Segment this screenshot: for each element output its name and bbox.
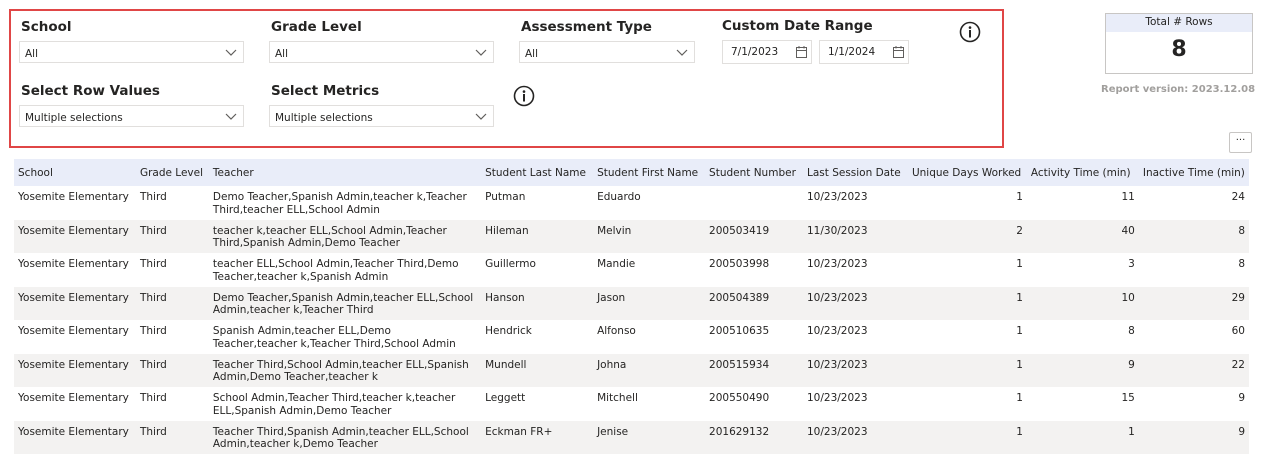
- table-cell: Demo Teacher,Spanish Admin,teacher k,Teacher Third,teacher ELL,School Admin: [212, 191, 467, 216]
- info-icon[interactable]: [959, 21, 981, 43]
- table-cell: Johna: [597, 358, 627, 371]
- table-cell: Third: [139, 291, 167, 304]
- info-icon[interactable]: [513, 85, 535, 107]
- table-cell: Third: [139, 191, 167, 203]
- table-cell: 10/23/2023: [806, 191, 868, 203]
- table-row[interactable]: [14, 354, 1249, 388]
- row-values-filter-label: Select Row Values: [21, 83, 160, 99]
- table-cell: Putman: [485, 191, 526, 203]
- table-cell: 200550490: [709, 392, 770, 404]
- table-cell: Eduardo: [597, 191, 641, 203]
- report-version: Report version: 2023.12.08: [1101, 84, 1256, 95]
- school-dropdown[interactable]: [19, 41, 244, 63]
- school-dropdown-value: All: [25, 47, 39, 60]
- table-cell: Demo Teacher,Spanish Admin,teacher ELL,School Admin,teacher k,Teacher Third: [212, 291, 474, 316]
- chevron-down-icon: [676, 47, 688, 57]
- table-cell: 10/23/2023: [806, 325, 868, 337]
- metrics-dropdown[interactable]: [269, 105, 494, 127]
- table-cell: 200510635: [709, 325, 770, 337]
- table-cell: 9: [1128, 358, 1135, 371]
- table-cell: Hileman: [485, 224, 529, 237]
- table-cell: 200503998: [709, 258, 770, 270]
- data-table: [14, 159, 1249, 474]
- column-header[interactable]: Student First Name: [597, 166, 699, 179]
- row-values-dropdown-value: Multiple selections: [25, 111, 123, 124]
- table-cell: 1: [1128, 425, 1135, 438]
- table-cell: Mandie: [597, 258, 636, 270]
- grade-level-dropdown-value: All: [275, 47, 289, 60]
- column-header[interactable]: Teacher: [212, 166, 254, 179]
- table-cell: Spanish Admin,teacher ELL,Demo Teacher,teacher k,Teacher Third,School Admin: [212, 325, 456, 350]
- table-cell: 1: [1016, 425, 1023, 438]
- school-filter-label: School: [21, 19, 72, 35]
- row-values-dropdown[interactable]: [19, 105, 244, 127]
- table-cell: Jason: [597, 291, 626, 304]
- table-cell: 11/30/2023: [806, 224, 868, 237]
- total-rows-card-value: 8: [1171, 37, 1187, 62]
- table-cell: 9: [1238, 425, 1245, 438]
- table-cell: Melvin: [597, 224, 632, 237]
- start-date-input[interactable]: [722, 40, 812, 64]
- table-row[interactable]: [14, 421, 1249, 455]
- table-cell: [705, 186, 803, 220]
- total-rows-card: [1105, 13, 1253, 74]
- table-cell: 10/23/2023: [806, 358, 868, 371]
- table-cell: 29: [1231, 291, 1245, 304]
- table-cell: Yosemite Elementary: [18, 425, 129, 438]
- date-range-filter-label: Custom Date Range: [722, 18, 873, 34]
- chevron-down-icon: [225, 111, 237, 121]
- filter-panel: [9, 9, 1004, 148]
- end-date-value: 1/1/2024: [828, 46, 876, 58]
- total-rows-card-title: Total # Rows: [1106, 14, 1252, 32]
- table-cell: 10/23/2023: [806, 291, 868, 304]
- grade-level-dropdown[interactable]: [269, 41, 494, 63]
- metrics-filter-label: Select Metrics: [271, 83, 380, 99]
- table-cell: Hanson: [485, 291, 525, 304]
- column-header[interactable]: School: [18, 166, 53, 179]
- table-cell: Hendrick: [485, 325, 532, 337]
- calendar-icon[interactable]: [796, 46, 807, 58]
- table-cell: Third: [139, 224, 167, 237]
- table-cell: 11: [1121, 191, 1135, 203]
- table-cell: Mitchell: [597, 392, 638, 404]
- table-cell: Yosemite Elementary: [18, 224, 129, 237]
- table-cell: School Admin,Teacher Third,teacher k,teacher ELL,Spanish Admin,Demo Teacher: [212, 392, 456, 417]
- column-header[interactable]: Grade Level: [139, 166, 204, 179]
- table-cell: 1: [1016, 191, 1023, 203]
- table-cell: Yosemite Elementary: [18, 325, 129, 337]
- table-cell: Jenise: [597, 425, 629, 438]
- chevron-down-icon: [475, 47, 487, 57]
- table-cell: Yosemite Elementary: [18, 191, 129, 203]
- table-cell: Teacher Third,Spanish Admin,teacher ELL,School Admin,teacher k,Demo Teacher: [212, 425, 469, 450]
- table-cell: Third: [139, 358, 167, 371]
- end-date-input[interactable]: [819, 40, 909, 64]
- table-cell: teacher k,teacher ELL,School Admin,Teacher Third,Spanish Admin,Demo Teacher: [212, 224, 447, 249]
- metrics-dropdown-value: Multiple selections: [275, 111, 373, 124]
- table-cell: Third: [139, 392, 167, 404]
- table-cell: Guillermo: [485, 258, 536, 270]
- table-cell: 2: [1016, 224, 1023, 237]
- table-row[interactable]: [14, 320, 1249, 354]
- assessment-type-dropdown-value: All: [525, 47, 539, 60]
- chevron-down-icon: [225, 47, 237, 57]
- table-cell: Yosemite Elementary: [18, 358, 129, 371]
- table-cell: 200503419: [709, 224, 770, 237]
- table-cell: Teacher Third,School Admin,teacher ELL,Spanish Admin,Demo Teacher,teacher k: [212, 358, 469, 383]
- table-cell: 10/23/2023: [806, 258, 868, 270]
- table-cell: 8: [1128, 325, 1135, 337]
- grade-level-filter-label: Grade Level: [271, 19, 362, 35]
- table-cell: Yosemite Elementary: [18, 291, 129, 304]
- table-cell: 201629132: [709, 425, 770, 438]
- table-cell: 10/23/2023: [806, 392, 868, 404]
- table-cell: 1: [1016, 325, 1023, 337]
- table-cell: 24: [1231, 191, 1245, 203]
- table-cell: 200504389: [709, 291, 770, 304]
- table-cell: 1: [1016, 291, 1023, 304]
- table-cell: Third: [139, 325, 167, 337]
- table-cell: 40: [1121, 224, 1135, 237]
- table-cell: 1: [1016, 358, 1023, 371]
- table-cell: Mundell: [485, 358, 527, 371]
- table-row[interactable]: [14, 287, 1249, 321]
- table-cell: teacher ELL,School Admin,Teacher Third,Demo Teacher,teacher k,Spanish Admin: [212, 258, 459, 283]
- table-cell: 22: [1231, 358, 1245, 371]
- table-row[interactable]: [14, 220, 1249, 254]
- column-header[interactable]: Activity Time (min): [1030, 166, 1131, 179]
- table-cell: Alfonso: [597, 325, 636, 337]
- column-header[interactable]: Unique Days Worked: [911, 166, 1022, 179]
- table-row[interactable]: [14, 387, 1249, 421]
- table-row[interactable]: [14, 253, 1249, 287]
- table-cell: 60: [1231, 325, 1245, 337]
- table-cell: Third: [139, 425, 167, 438]
- start-date-value: 7/1/2023: [731, 46, 779, 58]
- table-cell: 9: [1238, 392, 1245, 404]
- table-cell: Yosemite Elementary: [18, 258, 129, 270]
- table-cell: Third: [139, 258, 167, 270]
- table-row[interactable]: [14, 186, 1249, 220]
- table-cell: 1: [1016, 392, 1023, 404]
- table-cell: Leggett: [485, 392, 526, 404]
- table-cell: Yosemite Elementary: [18, 392, 129, 404]
- column-header[interactable]: Student Number: [709, 166, 796, 179]
- more-options-button[interactable]: ···: [1229, 132, 1252, 153]
- table-cell: 3: [1128, 258, 1135, 270]
- chevron-down-icon: [475, 111, 487, 121]
- table-cell: 8: [1238, 258, 1245, 270]
- calendar-icon[interactable]: [893, 46, 904, 58]
- table-cell: 8: [1238, 224, 1245, 237]
- table-header-row: [14, 159, 1249, 186]
- column-header[interactable]: Student Last Name: [485, 166, 586, 179]
- table-cell: 10/23/2023: [806, 425, 868, 438]
- table-cell: 1: [1016, 258, 1023, 270]
- table-cell: 200515934: [709, 358, 770, 371]
- table-cell: 15: [1121, 392, 1135, 404]
- table-cell: 10: [1121, 291, 1135, 304]
- table-cell: Eckman FR+: [485, 425, 553, 438]
- column-header[interactable]: Inactive Time (min): [1142, 166, 1245, 179]
- column-header[interactable]: Last Session Date: [806, 166, 901, 179]
- assessment-type-filter-label: Assessment Type: [521, 19, 652, 35]
- assessment-type-dropdown[interactable]: [519, 41, 695, 63]
